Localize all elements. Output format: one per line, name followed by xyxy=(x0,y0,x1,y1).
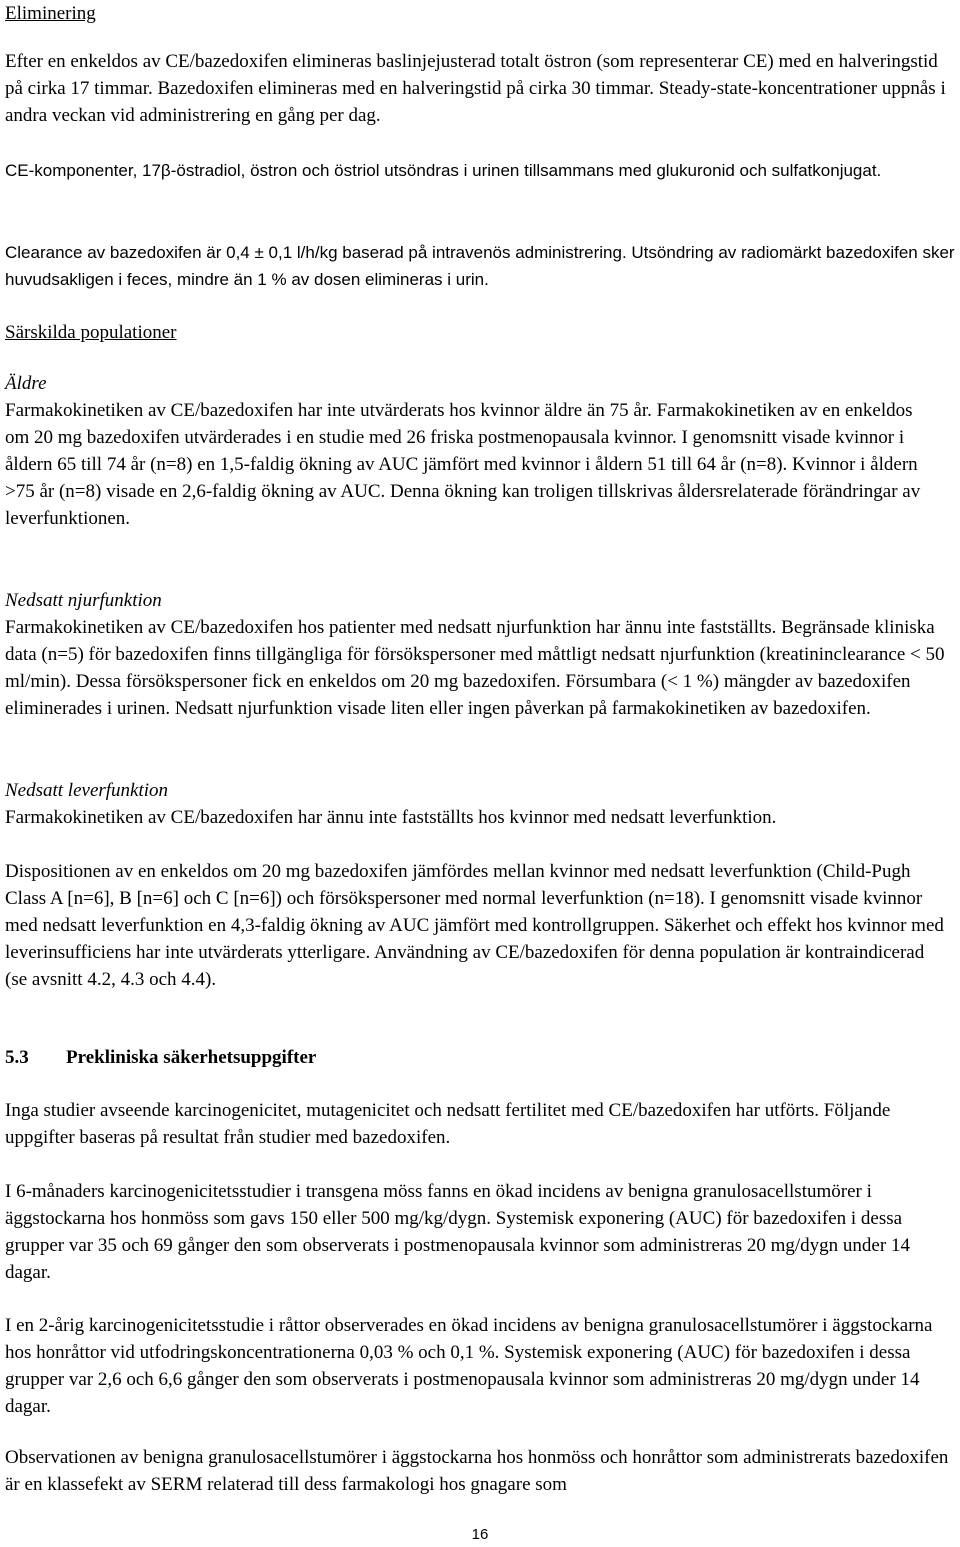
elimination-paragraph-2: CE-komponenter, 17β-östradiol, östron och östriol utsöndras i urinen tillsammans med glukuronid och sulfatkonjugat. xyxy=(5,161,882,180)
section-5-3-heading xyxy=(5,1044,316,1071)
elimination-heading: Eliminering xyxy=(5,3,96,24)
preclinical-paragraph-2: I 6-månaders karcinogenicitetsstudier i transgena möss fanns en ökad incidens av benigna granulosacellstumörer i äggstockarna hos honmöss som gavs 150 eller 500 mg/kg/dygn. Systemisk exponering (AUC) för bazedoxifen i dessa grupper var 35 och 69 gånger den som observerats i postmenopausala kvinnor som administreras 20 mg/dygn under 14 dagar. xyxy=(5,1181,910,1283)
preclinical-paragraph-3: I en 2-årig karcinogenicitetsstudie i råttor observerades en ökad incidens av benigna granulosacellstumörer i äggstockarna hos honråttor vid utfodringskoncentrationerna 0,03 % och 0,1 %. Systemisk exponering (AUC) för bazedoxifen i dessa grupper var 2,6 och 6,6 gånger den som observerats i postmenopausala kvinnor som administreras 20 mg/dygn under 14 dagar. xyxy=(5,1315,933,1417)
renal-subheading: Nedsatt njurfunktion xyxy=(5,590,162,611)
renal-paragraph: Farmakokinetiken av CE/bazedoxifen hos patienter med nedsatt njurfunktion har ännu inte fastställts. Begränsade kliniska data (n=5) för bazedoxifen finns tillgängliga för försökspersoner med måttligt nedsatt njurfunktion (kreatininclearance < 50 ml/min). Dessa försökspersoner fick en enkeldos om 20 mg bazedoxifen. Försumbara (< 1 %) mängder av bazedoxifen eliminerades i urinen. Nedsatt njurfunktion visade liten eller ingen påverkan på farmakokinetiken av bazedoxifen. xyxy=(5,617,945,719)
preclinical-paragraph-4: Observationen av benigna granulosacellstumörer i äggstockarna hos honmöss och honråttor som administrerats bazedoxifen är en klassefekt av SERM relaterad till dess farmakologi hos gnagare som xyxy=(5,1447,949,1495)
elimination-paragraph-3: Clearance av bazedoxifen är 0,4 ± 0,1 l/h/kg baserad på intravenös administrering. Utsöndring av radiomärkt bazedoxifen sker huvudsakligen i feces, mindre än 1 % av dosen elimineras i urin. xyxy=(5,243,955,289)
hepatic-subheading: Nedsatt leverfunktion xyxy=(5,780,169,801)
section-title: Prekliniska säkerhetsuppgifter xyxy=(66,1047,317,1068)
elderly-paragraph: Farmakokinetiken av CE/bazedoxifen har inte utvärderats hos kvinnor äldre än 75 år. Farmakokinetiken av en enkeldos om 20 mg bazedoxifen utvärderades i en studie med 26 friska postmenopausala kvinnor. I genomsnitt visade kvinnor i åldern 65 till 74 år (n=8) en 1,5-faldig ökning av AUC jämfört med kvinnor i åldern 51 till 64 år (n=8). Kvinnor i åldern >75 år (n=8) visade en 2,6-faldig ökning av AUC. Denna ökning kan troligen tillskrivas åldersrelaterade förändringar av leverfunktionen. xyxy=(5,400,921,529)
page-number: 16 xyxy=(471,1526,489,1543)
elderly-subheading: Äldre xyxy=(5,373,47,394)
preclinical-paragraph-1: Inga studier avseende karcinogenicitet, mutagenicitet och nedsatt fertilitet med CE/bazedoxifen har utförts. Följande uppgifter baseras på resultat från studier med bazedoxifen. xyxy=(5,1100,891,1148)
hepatic-paragraph-1: Farmakokinetiken av CE/bazedoxifen har ännu inte fastställts hos kvinnor med nedsatt leverfunktion. xyxy=(5,807,777,828)
section-number: 5.3 xyxy=(5,1047,29,1068)
elimination-paragraph-1: Efter en enkeldos av CE/bazedoxifen elimineras baslinjejusterad totalt östron (som representerar CE) med en halveringstid på cirka 17 timmar. Bazedoxifen elimineras med en halveringstid på cirka 30 timmar. Steady-state-koncentrationer uppnås i andra veckan vid administrering en gång per dag. xyxy=(5,51,946,126)
hepatic-paragraph-2: Dispositionen av en enkeldos om 20 mg bazedoxifen jämfördes mellan kvinnor med nedsatt leverfunktion (Child-Pugh Class A [n=6], B [n=6] och C [n=6]) och försökspersoner med normal leverfunktion (n=18). I genomsnitt visade kvinnor med nedsatt leverfunktion en 4,3-faldig ökning av AUC jämfört med kontrollgruppen. Säkerhet och effekt hos kvinnor med leverinsufficiens har inte utvärderats ytterligare. Användning av CE/bazedoxifen för denna population är kontraindicerad (se avsnitt 4.2, 4.3 och 4.4). xyxy=(5,861,944,990)
special-populations-heading: Särskilda populationer xyxy=(5,322,177,343)
